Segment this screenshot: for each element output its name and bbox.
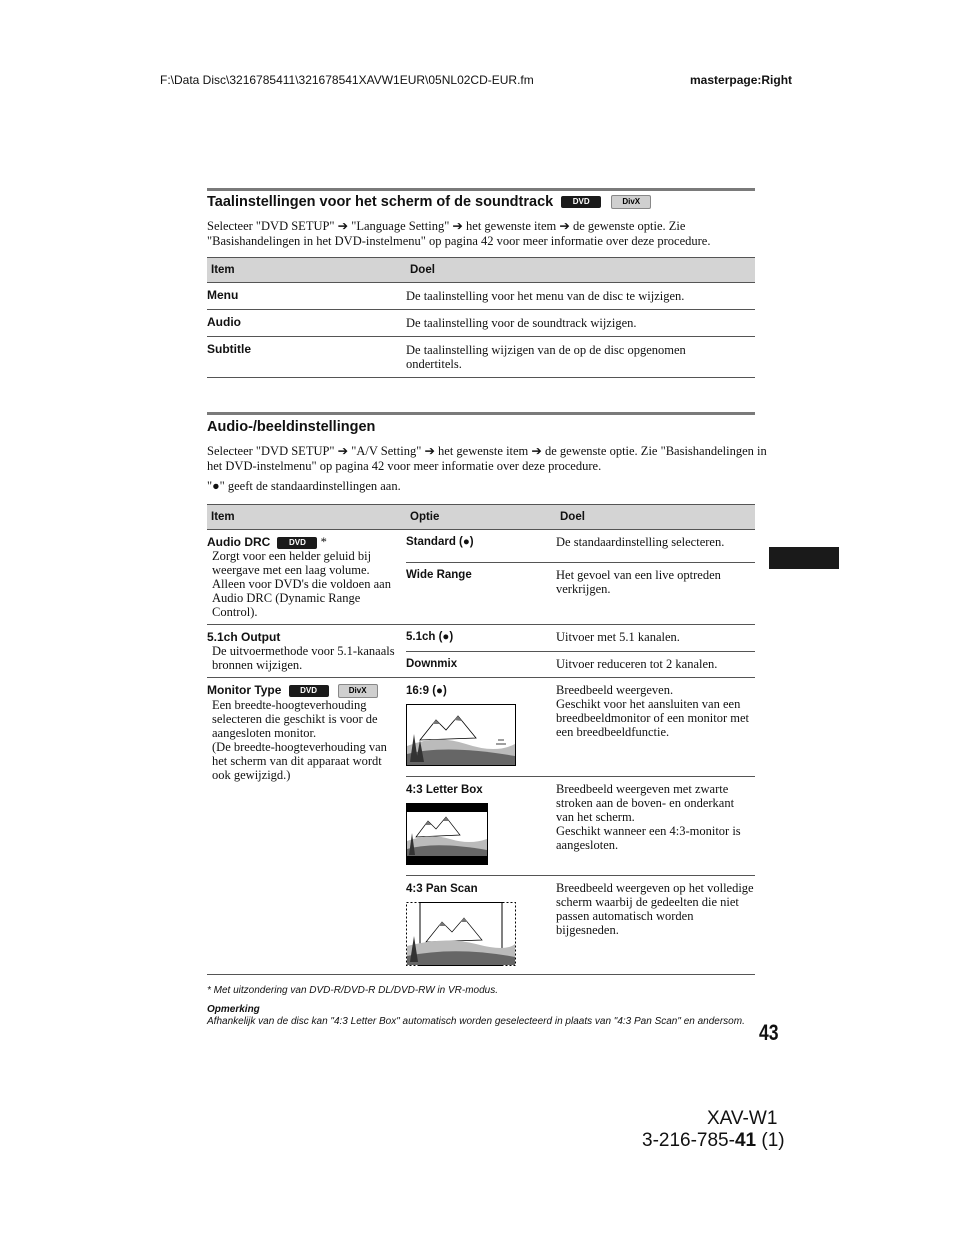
audio-drc-label: Audio DRC	[207, 535, 271, 549]
chapter-tab-marker	[769, 547, 839, 569]
monitor-label: Monitor Type	[207, 683, 282, 698]
section-rule	[207, 412, 755, 415]
code-prefix: 3-216-785-	[642, 1130, 735, 1151]
monitor-cell	[207, 678, 406, 975]
output-label: 5.1ch Output	[207, 630, 281, 645]
row-item: Menu	[207, 283, 406, 310]
default-note: "●" geeft de standaardinstellingen aan.	[207, 479, 401, 493]
divx-badge-icon: DivX	[338, 684, 378, 698]
code-bold: 41	[734, 1130, 757, 1151]
output-cell	[207, 625, 406, 678]
code-suffix: (1)	[756, 1130, 785, 1151]
row-doel: De taalinstelling voor de soundtrack wijzigen.	[406, 310, 755, 337]
note-body: Afhankelijk van de disc kan "4:3 Letter Box" automatisch worden geselecteerd in plaats van "4:3 Pan Scan" en andersom.	[207, 1016, 745, 1027]
option-doel: Het gevoel van een live optreden verkrijgen.	[556, 563, 755, 625]
table-row	[207, 310, 755, 337]
option-label: Wide Range	[406, 563, 556, 625]
option-label: 4:3 Pan Scan	[406, 883, 478, 896]
option-doel-extra: Geschikt wanneer een 4:3-monitor is aangesloten.	[556, 824, 741, 853]
option-cell	[406, 876, 556, 975]
option-doel: Uitvoer met 5.1 kanalen.	[556, 625, 755, 652]
option-label: 16:9 (●)	[406, 685, 447, 698]
dvd-badge-icon: DVD	[289, 685, 329, 697]
col-header-optie: Optie	[406, 505, 556, 530]
col-header-doel: Doel	[556, 505, 755, 530]
section-intro: Selecteer "DVD SETUP" ➔ "A/V Setting" ➔ het gewenste item ➔ de gewenste optie. Zie "Basishandelingen in het DVD-instelmenu" op pagina 42 voor meer informatie over deze procedure.	[207, 444, 767, 473]
option-label: Standard (●)	[406, 530, 556, 563]
masterpage-label: masterpage:Right	[690, 73, 793, 87]
section-title-text: Taalinstellingen voor het scherm of de soundtrack	[207, 194, 554, 210]
audio-drc-cell	[207, 530, 406, 625]
table-row	[207, 283, 755, 310]
row-doel: De taalinstelling wijzigen van de op de disc opgenomen ondertitels.	[406, 337, 755, 378]
option-doel: Breedbeeld weergeven.	[556, 683, 674, 698]
output-desc: De uitvoermethode voor 5.1-kanaals bronnen wijzigen.	[212, 644, 395, 673]
col-header-doel: Doel	[406, 258, 755, 283]
section-title-language	[207, 194, 651, 210]
page-number: 43	[759, 1020, 779, 1045]
option-doel-cell	[556, 678, 755, 777]
language-table	[207, 257, 755, 378]
table-row	[207, 678, 755, 777]
option-doel-cell	[556, 777, 755, 876]
dvd-badge-icon: DVD	[561, 196, 601, 208]
option-label: 5.1ch (●)	[406, 625, 556, 652]
note-title: Opmerking	[207, 1004, 260, 1015]
table-row	[207, 625, 755, 652]
option-doel: De standaardinstelling selecteren.	[556, 530, 755, 563]
letterbox-thumbnail-icon	[406, 803, 488, 865]
option-cell	[406, 678, 556, 777]
table-row	[207, 337, 755, 378]
option-doel: Breedbeeld weergeven met zwarte stroken aan de boven- en onderkant van het scherm.	[556, 782, 735, 825]
av-table	[207, 504, 755, 975]
option-cell	[406, 777, 556, 876]
widescreen-thumbnail-icon	[406, 704, 516, 766]
asterisk: *	[320, 535, 327, 549]
panscan-thumbnail-icon	[406, 902, 516, 966]
section-title-av: Audio-/beeldinstellingen	[207, 419, 376, 435]
part-code	[642, 1130, 785, 1152]
monitor-desc: Een breedte-hoogteverhouding selecteren die geschikt is voor de aangesloten monitor.	[212, 698, 378, 741]
option-doel-extra: Geschikt voor het aansluiten van een breedbeeldmonitor of een monitor met een breedbeeldfunctie.	[556, 697, 749, 740]
model-name: XAV-W1	[707, 1108, 778, 1129]
option-doel: Uitvoer reduceren tot 2 kanalen.	[556, 651, 755, 678]
row-item: Subtitle	[207, 337, 406, 378]
option-doel-cell	[556, 876, 755, 975]
row-doel: De taalinstelling voor het menu van de disc te wijzigen.	[406, 283, 755, 310]
col-header-item: Item	[207, 505, 406, 530]
table-row	[207, 530, 755, 563]
option-doel: Breedbeeld weergeven op het volledige scherm waarbij de gedeelten die niet passen automatisch worden bijgesneden.	[556, 881, 754, 938]
section-rule	[207, 188, 755, 191]
col-header-item: Item	[207, 258, 406, 283]
row-item: Audio	[207, 310, 406, 337]
section-intro: Selecteer "DVD SETUP" ➔ "Language Setting" ➔ het gewenste item ➔ de gewenste optie. Zie "Basishandelingen in het DVD-instelmenu" op pagina 42 voor meer informatie over deze procedure.	[207, 219, 711, 248]
option-label: Downmix	[406, 651, 556, 678]
option-label: 4:3 Letter Box	[406, 784, 483, 797]
dvd-badge-icon: DVD	[277, 537, 317, 549]
file-path: F:\Data Disc\3216785411\321678541XAVW1EUR\05NL02CD-EUR.fm	[160, 73, 534, 87]
monitor-desc-note: (De breedte-hoogteverhouding van het scherm van dit apparaat wordt ook gewijzigd.)	[212, 740, 387, 783]
audio-drc-desc: Zorgt voor een helder geluid bij weergave met een laag volume. Alleen voor DVD's die voldoen aan Audio DRC (Dynamic Range Control).	[212, 549, 391, 620]
divx-badge-icon: DivX	[611, 195, 651, 209]
footnote: * Met uitzondering van DVD-R/DVD-R DL/DVD-RW in VR-modus.	[207, 985, 499, 996]
